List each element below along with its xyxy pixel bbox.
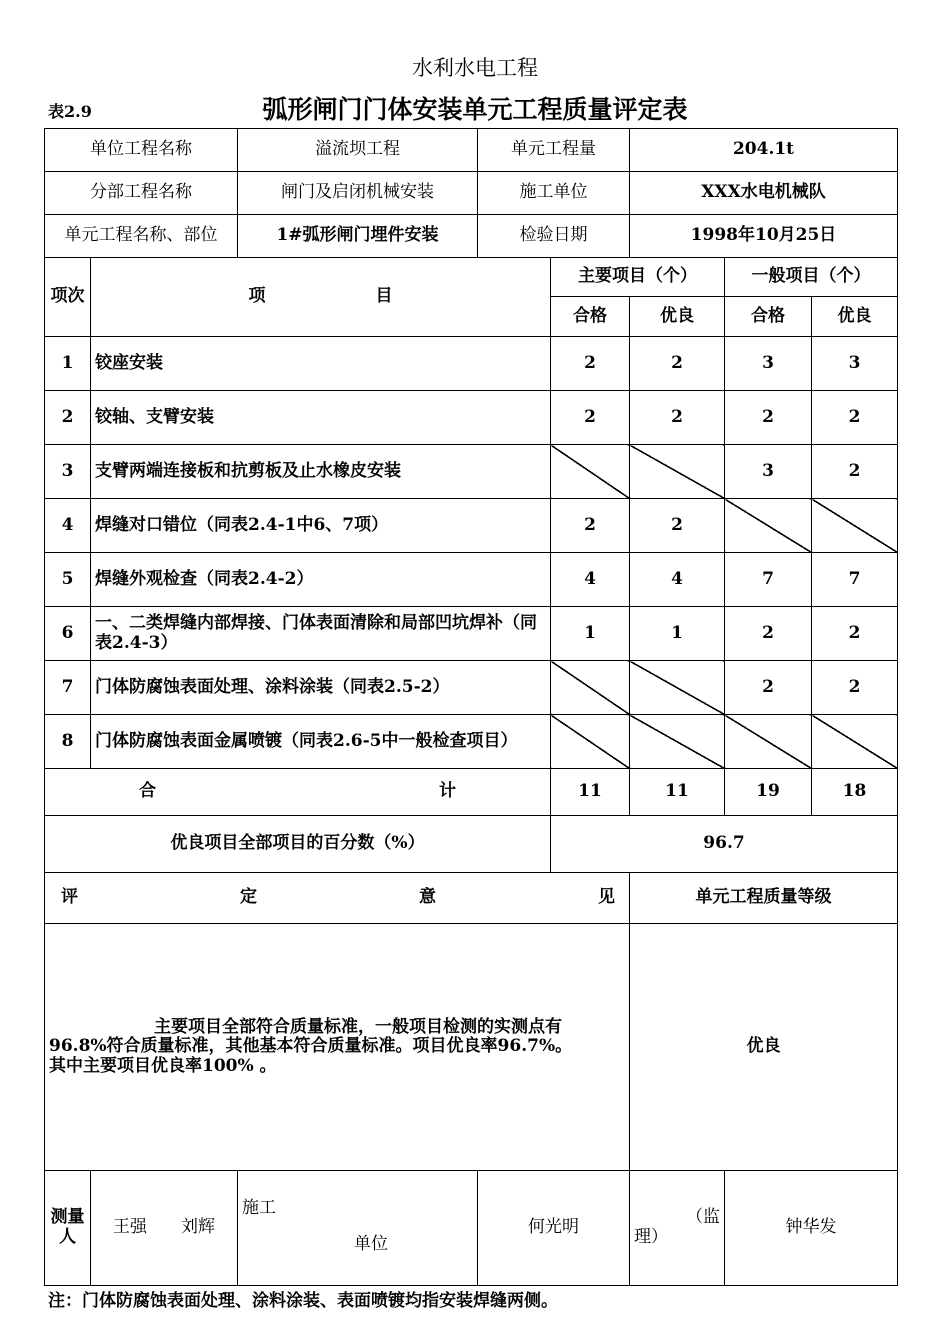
row-general-excellent: 2 — [812, 445, 898, 499]
row-general-excellent-na — [812, 715, 898, 769]
row-general-pass: 3 — [725, 337, 812, 391]
general-excellent-header: 优良 — [812, 297, 898, 337]
info-row-element — [45, 215, 898, 258]
total-row — [45, 769, 898, 816]
doc-title: 水利水电工程 — [412, 56, 538, 80]
main-items-header: 主要项目（个） — [551, 258, 725, 297]
row-main-excellent-na — [630, 445, 725, 499]
opinion-char-4: 见 — [598, 887, 615, 908]
row-item: 焊缝外观检查（同表2.4-2） — [91, 553, 551, 607]
row-main-excellent: 2 — [630, 499, 725, 553]
supervisor-sign-label-2: 理） — [634, 1227, 668, 1247]
grade-value: 优良 — [630, 924, 898, 1171]
form-title: 弧形闸门门体安装单元工程质量评定表 — [262, 95, 688, 124]
row-number: 5 — [45, 553, 91, 607]
supervisor-sign-label-1: （监 — [686, 1207, 720, 1228]
total-label — [45, 769, 551, 816]
opinion-char-2: 定 — [240, 887, 257, 908]
row-general-excellent: 2 — [812, 391, 898, 445]
row-general-pass: 2 — [725, 661, 812, 715]
table-row — [45, 553, 898, 607]
row-item: 支臂两端连接板和抗剪板及止水橡皮安装 — [91, 445, 551, 499]
main-excellent-header: 优良 — [630, 297, 725, 337]
quality-assessment-table — [44, 128, 898, 1286]
item-header — [91, 258, 551, 337]
general-items-header: 一般项目（个） — [725, 258, 898, 297]
assessment-header-row — [45, 873, 898, 924]
percentage-value: 96.7 — [551, 816, 898, 873]
row-main-excellent: 2 — [630, 391, 725, 445]
supervisor-person: 钟华发 — [725, 1171, 898, 1286]
row-number: 7 — [45, 661, 91, 715]
row-general-pass: 2 — [725, 391, 812, 445]
table-row — [45, 715, 898, 769]
element-label: 单元工程名称、部位 — [45, 215, 238, 258]
opinion-text — [45, 924, 630, 1171]
row-main-pass-na — [551, 445, 630, 499]
row-general-excellent: 7 — [812, 553, 898, 607]
total-general-pass: 19 — [725, 769, 812, 816]
row-number: 3 — [45, 445, 91, 499]
general-pass-header: 合格 — [725, 297, 812, 337]
opinion-char-3: 意 — [419, 887, 436, 908]
contractor-label: 施工单位 — [478, 172, 630, 215]
row-number: 4 — [45, 499, 91, 553]
assessment-body-row — [45, 924, 898, 1171]
unit-project-label: 单位工程名称 — [45, 129, 238, 172]
row-main-pass: 2 — [551, 337, 630, 391]
row-main-pass: 4 — [551, 553, 630, 607]
survey-names: 王强 刘辉 — [91, 1171, 238, 1286]
row-general-pass: 2 — [725, 607, 812, 661]
row-item: 门体防腐蚀表面处理、涂料涂装（同表2.5-2） — [91, 661, 551, 715]
table-row — [45, 337, 898, 391]
item-header-b: 目 — [375, 286, 393, 307]
division-value: 闸门及启闭机械安装 — [238, 172, 478, 215]
table-row — [45, 445, 898, 499]
row-number: 1 — [45, 337, 91, 391]
row-item: 一、二类焊缝内部焊接、门体表面清除和局部凹坑焊补（同表2.4-3） — [91, 607, 551, 661]
unit-quantity-label: 单元工程量 — [478, 129, 630, 172]
unit-quantity-value: 204.1t — [630, 129, 898, 172]
date-label: 检验日期 — [478, 215, 630, 258]
row-item: 铰座安装 — [91, 337, 551, 391]
unit-project-value: 溢流坝工程 — [238, 129, 478, 172]
table-row — [45, 661, 898, 715]
row-general-pass: 7 — [725, 553, 812, 607]
total-label-b: 计 — [439, 781, 456, 802]
row-general-excellent-na — [812, 499, 898, 553]
table-number: 表2.9 — [48, 102, 92, 121]
opinion-header — [45, 873, 630, 924]
row-main-excellent: 4 — [630, 553, 725, 607]
table-row — [45, 499, 898, 553]
contractor-sign-label — [238, 1171, 478, 1286]
table-row — [45, 607, 898, 661]
signature-row — [45, 1171, 898, 1286]
row-general-excellent: 3 — [812, 337, 898, 391]
row-main-excellent-na — [630, 715, 725, 769]
row-general-pass-na — [725, 499, 812, 553]
division-label: 分部工程名称 — [45, 172, 238, 215]
percentage-row — [45, 816, 898, 873]
row-item: 铰轴、支臂安装 — [91, 391, 551, 445]
contractor-sign-label-2: 单位 — [354, 1233, 388, 1254]
seq-header: 项次 — [45, 258, 91, 337]
percentage-label: 优良项目全部项目的百分数（%） — [45, 816, 551, 873]
row-number: 2 — [45, 391, 91, 445]
opinion-char-1: 评 — [61, 887, 78, 908]
contractor-sign-label-1: 施工 — [242, 1198, 276, 1218]
row-general-excellent: 2 — [812, 607, 898, 661]
row-main-excellent: 2 — [630, 337, 725, 391]
opinion-line-1: 主要项目全部符合质量标准，一般项目检测的实测点有 — [154, 1016, 562, 1037]
supervisor-sign-label — [630, 1171, 725, 1286]
contractor-value: XXX水电机械队 — [630, 172, 898, 215]
total-main-excellent: 11 — [630, 769, 725, 816]
row-number: 6 — [45, 607, 91, 661]
row-main-pass-na — [551, 715, 630, 769]
survey-label-1: 测量 — [50, 1207, 85, 1228]
opinion-line-2: 96.8%符合质量标准，其他基本符合质量标准。项目优良率96.7%。 — [49, 1036, 573, 1057]
survey-label — [45, 1171, 91, 1286]
info-row-unit-project — [45, 129, 898, 172]
survey-label-2: 人 — [59, 1227, 76, 1247]
row-general-excellent: 2 — [812, 661, 898, 715]
row-main-pass: 2 — [551, 499, 630, 553]
total-general-excellent: 18 — [812, 769, 898, 816]
row-item: 焊缝对口错位（同表2.4-1中6、7项） — [91, 499, 551, 553]
opinion-line-3: 其中主要项目优良率100% 。 — [49, 1055, 277, 1076]
column-header-row-1 — [45, 258, 898, 297]
row-general-pass-na — [725, 715, 812, 769]
item-header-a: 项 — [248, 286, 266, 307]
info-row-division — [45, 172, 898, 215]
table-row — [45, 391, 898, 445]
row-main-excellent: 1 — [630, 607, 725, 661]
row-number: 8 — [45, 715, 91, 769]
contractor-person: 何光明 — [478, 1171, 630, 1286]
row-main-pass: 1 — [551, 607, 630, 661]
main-pass-header: 合格 — [551, 297, 630, 337]
row-main-excellent-na — [630, 661, 725, 715]
footnote: 注：门体防腐蚀表面处理、涂料涂装、表面喷镀均指安装焊缝两侧。 — [48, 1291, 558, 1311]
total-main-pass: 11 — [551, 769, 630, 816]
element-value: 1#弧形闸门埋件安装 — [238, 215, 478, 258]
total-label-a: 合 — [139, 781, 156, 802]
row-item: 门体防腐蚀表面金属喷镀（同表2.6-5中一般检查项目） — [91, 715, 551, 769]
date-value: 1998年10月25日 — [630, 215, 898, 258]
row-main-pass: 2 — [551, 391, 630, 445]
grade-header: 单元工程质量等级 — [630, 873, 898, 924]
row-general-pass: 3 — [725, 445, 812, 499]
row-main-pass-na — [551, 661, 630, 715]
